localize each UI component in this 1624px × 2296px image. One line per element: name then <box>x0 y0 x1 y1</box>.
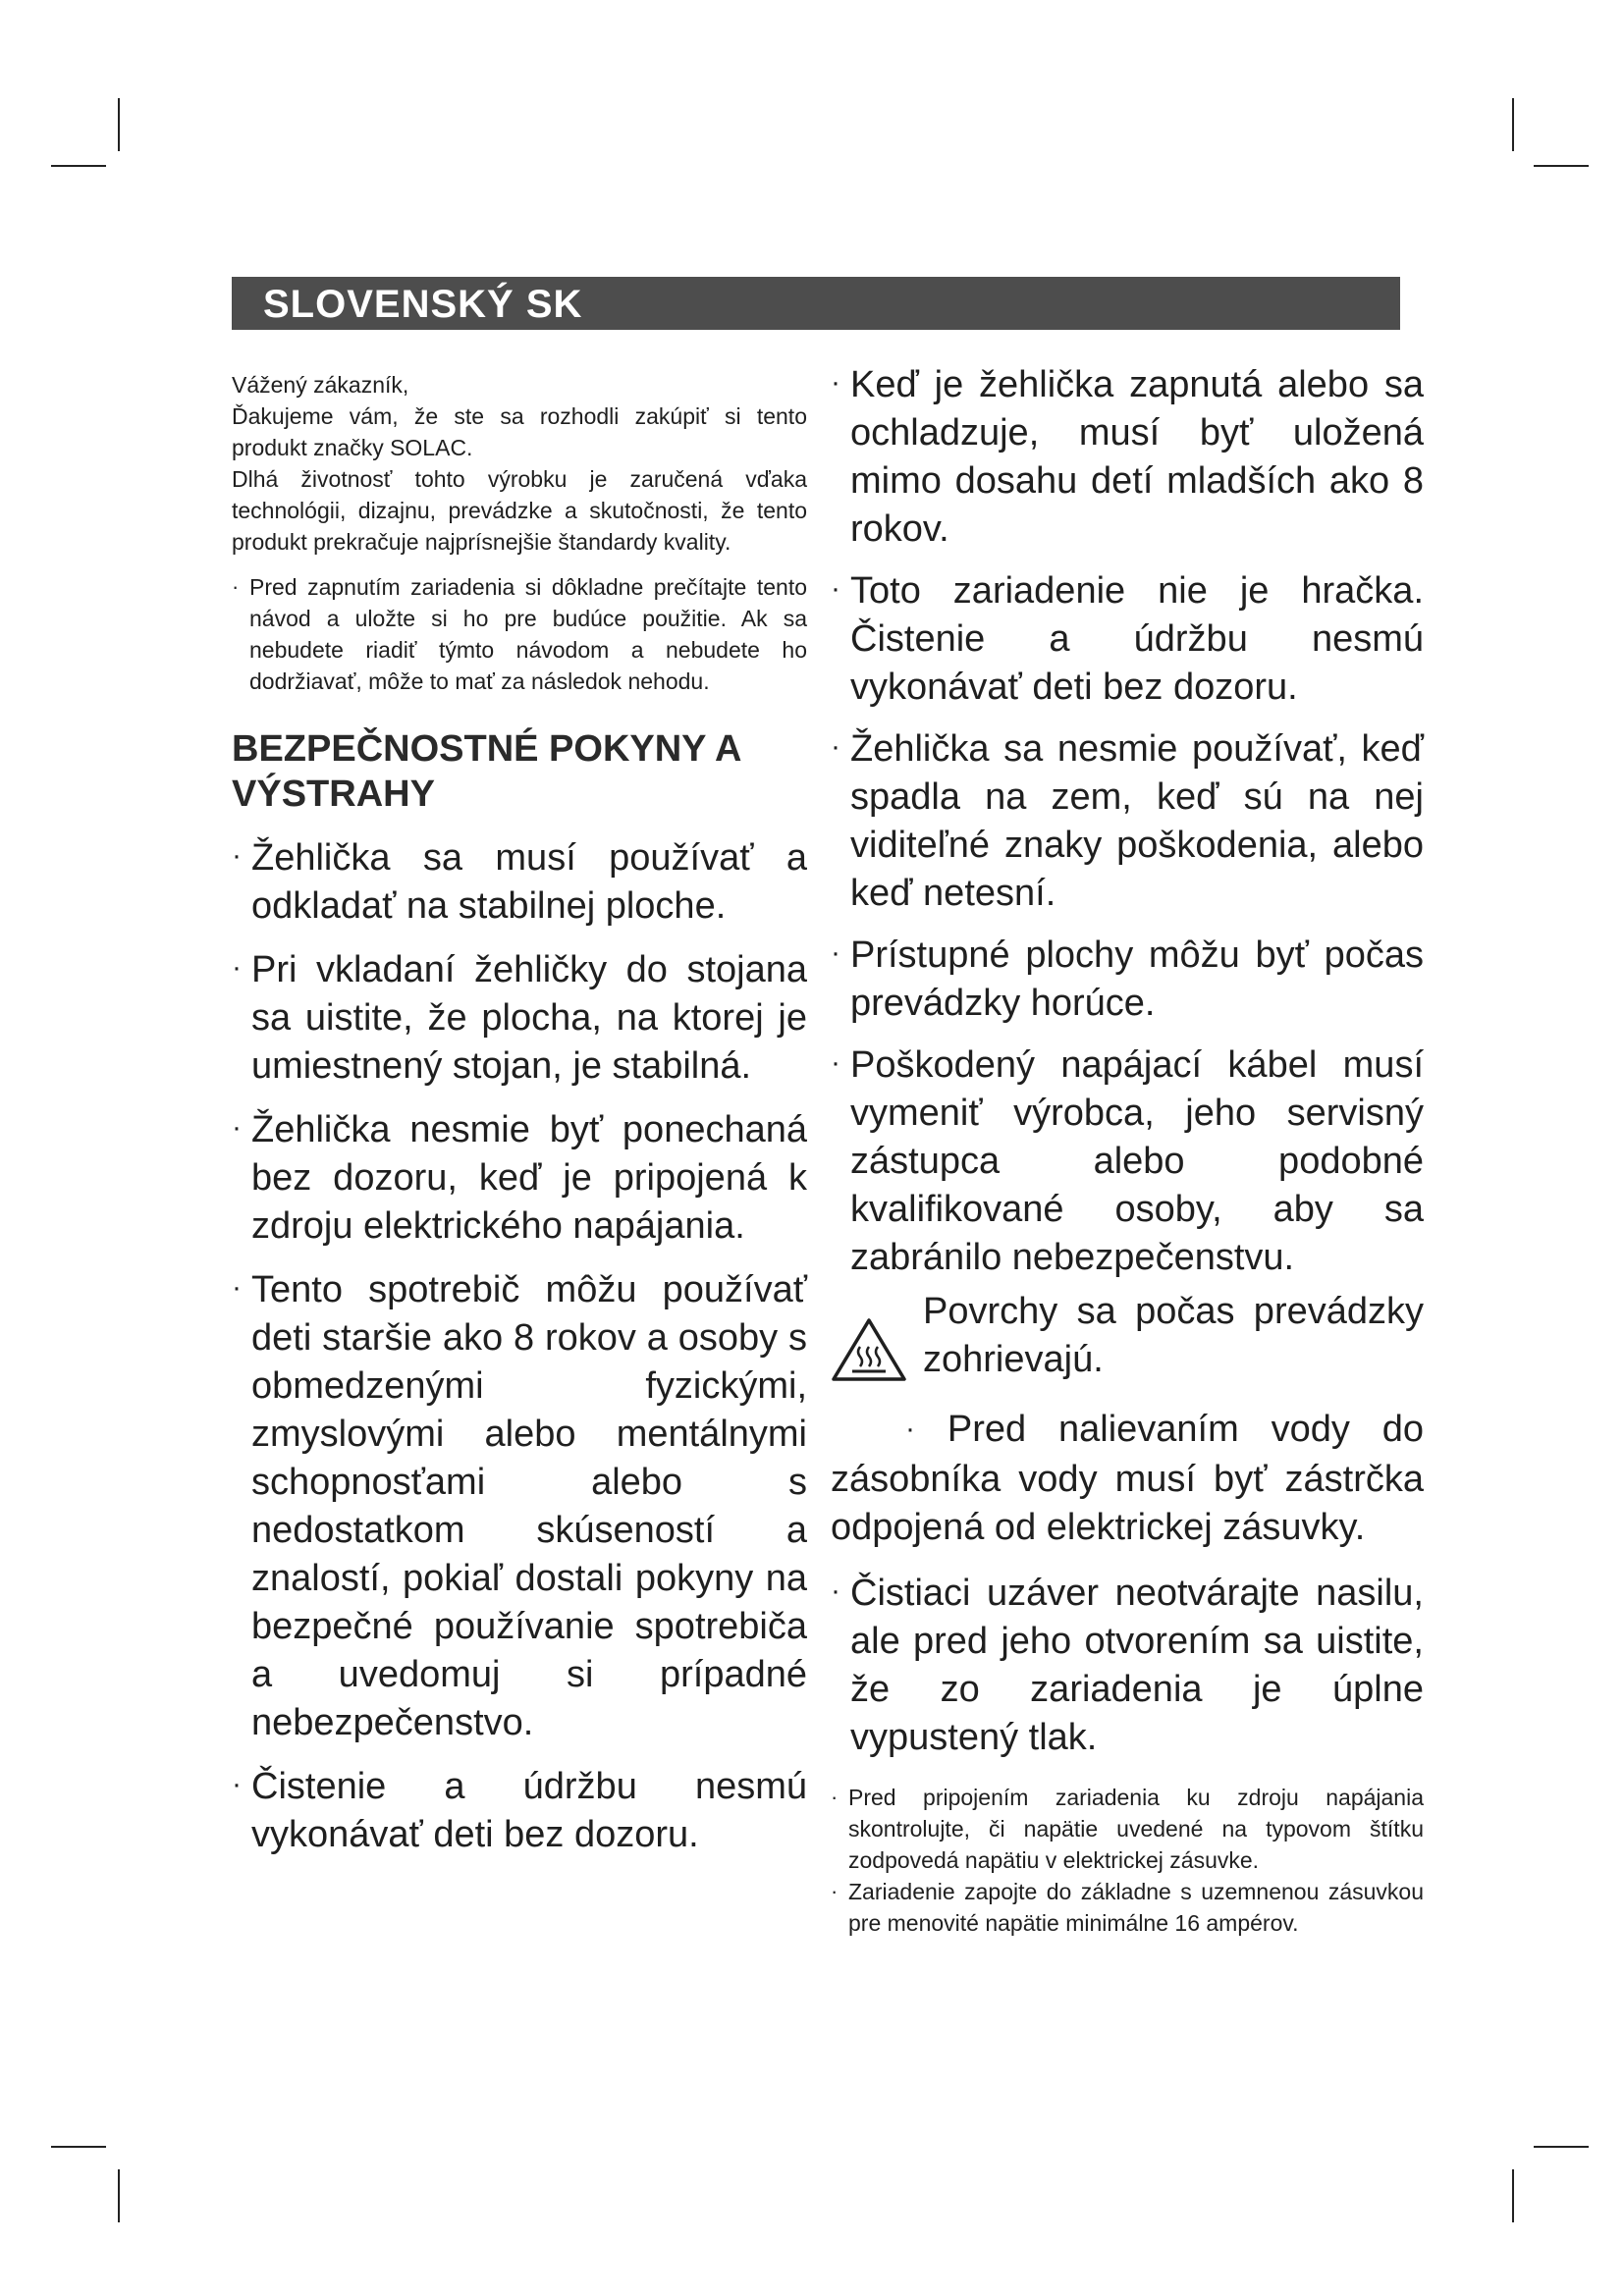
list-item: · Čistenie a údržbu nesmú vykonávať deti bez dozoru. <box>232 1763 807 1859</box>
list-item: · Žehlička sa musí používať a odkladať na stabilnej ploche. <box>232 834 807 931</box>
list-item: · Pri vkladaní žehličky do stojana sa uistite, že plocha, na ktorej je umiestnený stojan, je stabilná. <box>232 946 807 1091</box>
bullet-icon: · <box>232 1111 242 1144</box>
bullet-icon: · <box>831 1046 840 1079</box>
list-item <box>232 571 807 697</box>
list-item: · Pred nalievaním vody do zásobníka vody musí byť zástrčka odpojená od elektrickej zásuvky. <box>831 1409 1424 1548</box>
read-manual-note: Pred zapnutím zariadenia si dôkladne prečítajte tento návod a uložte si ho pre budúce použitie. Ak sa nebudete riadiť týmto návodom a nebudete ho dodržiavať, môže to mať za následok nehodu. <box>249 574 807 694</box>
bullet-icon: · <box>831 730 840 763</box>
list-item: · Žehlička nesmie byť ponechaná bez dozoru, keď je pripojená k zdroju elektrického napájania. <box>232 1106 807 1251</box>
bullet-icon: · <box>232 839 242 872</box>
bullet-icon: · <box>232 574 240 599</box>
bullet-icon: · <box>831 1879 839 1903</box>
crop-mark <box>51 165 106 167</box>
crop-mark <box>1534 165 1589 167</box>
crop-mark <box>1512 2169 1514 2222</box>
language-banner <box>232 277 1400 330</box>
warning-text: Povrchy sa počas prevádzky zohrievajú. <box>923 1291 1424 1380</box>
bullet-icon: · <box>831 572 840 605</box>
right-column <box>831 361 1424 1939</box>
bullet-icon: · <box>232 951 242 984</box>
page-title: SLOVENSKÝ SK <box>263 283 583 326</box>
bullet-icon: · <box>831 366 840 399</box>
bullet-icon: · <box>232 1768 242 1800</box>
crop-mark <box>1534 2146 1589 2148</box>
thanks-paragraph: Ďakujeme vám, že ste sa rozhodli zakúpiť si tento produkt značky SOLAC. <box>232 403 807 460</box>
hot-surface-warning <box>831 1288 1424 1384</box>
bullet-icon: · <box>232 1271 242 1304</box>
greeting: Vážený zákazník, <box>232 372 409 398</box>
list-item: · Poškodený napájací kábel musí vymeniť výrobca, jeho servisný zástupca alebo podobné kvalifikované osoby, aby sa zabránilo nebezpečenstvu. <box>831 1041 1424 1282</box>
section-heading: BEZPEČNOSTNÉ POKYNY A VÝSTRAHY <box>232 728 741 815</box>
quality-paragraph: Dlhá životnosť tohto výrobku je zaručená vďaka technológii, dizajnu, prevádzke a skutočnosti, že tento produkt prekračuje najprísnejšie štandardy kvality. <box>232 466 807 555</box>
list-item: · Žehlička sa nesmie používať, keď spadla na zem, keď sú na nej viditeľné znaky poškodenia, alebo keď netesní. <box>831 725 1424 918</box>
list-item: · Zariadenie zapojte do základne s uzemnenou zásuvkou pre menovité napätie minimálne 16 ampérov. <box>831 1876 1424 1939</box>
bullet-icon: · <box>831 1785 839 1809</box>
list-item: · Pred pripojením zariadenia ku zdroju napájania skontrolujte, či napätie uvedené na typovom štítku zodpovedá napätiu v elektrickej zásuvke. <box>831 1782 1424 1876</box>
crop-mark <box>118 2169 120 2222</box>
list-item: · Keď je žehlička zapnutá alebo sa ochladzuje, musí byť uložená mimo dosahu detí mladších ako 8 rokov. <box>831 361 1424 554</box>
crop-mark <box>118 98 120 151</box>
bullet-icon: · <box>905 1413 915 1445</box>
list-item: · Tento spotrebič môžu používať deti staršie ako 8 rokov a osoby s obmedzenými fyzickými, zmyslovými alebo mentálnymi schopnosťami alebo s nedostatkom skúseností a znalostí, pokiaľ dostali pokyny na bezpečné používanie spotrebiča a uvedomuj si prípadné nebezpečenstvo. <box>232 1266 807 1747</box>
bullet-icon: · <box>831 1575 840 1607</box>
crop-mark <box>51 2146 106 2148</box>
list-item: · Prístupné plochy môžu byť počas prevádzky horúce. <box>831 932 1424 1028</box>
list-item: · Toto zariadenie nie je hračka. Čistenie a údržbu nesmú vykonávať deti bez dozoru. <box>831 567 1424 712</box>
left-column <box>232 369 807 1859</box>
crop-mark <box>1512 98 1514 151</box>
list-item: · Čistiaci uzáver neotvárajte nasilu, ale pred jeho otvorením sa uistite, že zo zariadenia je úplne vypustený tlak. <box>831 1570 1424 1762</box>
bullet-icon: · <box>831 936 840 969</box>
hot-surface-warning-icon <box>831 1317 907 1382</box>
